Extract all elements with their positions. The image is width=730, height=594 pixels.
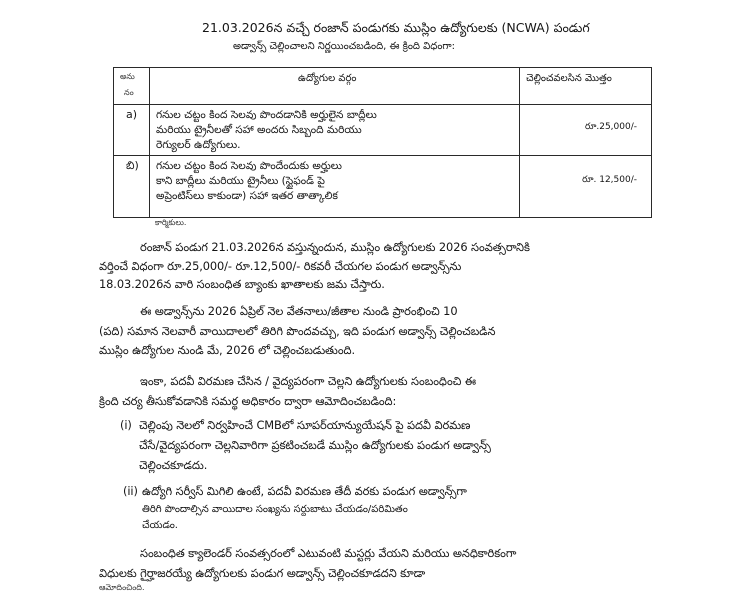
heading-line-2: అడ్వాన్స్ చెల్లించాలని నిర్ణయించబడింది, ఈ క్రింది విధంగా: bbox=[233, 41, 455, 52]
row-amount-cell bbox=[520, 105, 652, 156]
row-category-line: మరియు ట్రైనీలతో సహా అందరు సిబ్బంది మరియు bbox=[156, 124, 362, 136]
row-label-cell bbox=[114, 156, 150, 218]
row-amount: రూ.25,000/- bbox=[585, 122, 637, 132]
table-header-row bbox=[114, 68, 652, 105]
para3-line-1: ఇంకా, పదవీ విరమణ చేసిన / వైద్యపరంగా చెల్లని ఉద్యోగులకు సంబంధించి ఈ bbox=[140, 374, 476, 388]
item1-line-1: చెల్లింపు నెలలో నిర్వహించే CMBలో సూపర్‌యాన్యుయేషన్ పై పదవీ విరమణ bbox=[139, 418, 471, 432]
row-category-line: గనుల చట్టం కింద సెలవు పొందడానికి అర్హులైన బాద్లీలు bbox=[156, 109, 377, 121]
item1-marker: (i) bbox=[120, 418, 132, 432]
para1-line-3: 18.03.2026న వారి సంబంధిత బ్యాంకు ఖాతాలకు జమ చేస్తారు. bbox=[99, 277, 385, 291]
para3-line-2: క్రింది చర్య తీసుకోవడానికి సమర్థ అధికారం ద్వారా ఆమోదించబడింది: bbox=[99, 394, 397, 408]
para1-line-2: వర్తించే విధంగా రూ.25,000/- రూ.12,500/- రికవరీ చేయగల పండుగ అడ్వాన్స్‌ను bbox=[99, 259, 462, 273]
header-sno-line-1: అను bbox=[120, 72, 135, 81]
para4-line-3: ఆమోదించింది. bbox=[99, 583, 145, 592]
row-category-text bbox=[150, 105, 519, 153]
para2-line-3: ముస్లిం ఉద్యోగుల నుండి మే, 2026 లో చెల్లించబడుతుంది. bbox=[99, 343, 355, 357]
item2-line-1: ఉద్యోగి సర్వీస్ మిగిలి ఉంటే, పదవీ విరమణ తేదీ వరకు పండుగ అడ్వాన్స్‌గా bbox=[142, 484, 467, 498]
para2-line-2: (పది) సమాన నెలవారీ వాయిదాలలో తిరిగి పొందవచ్చు, ఇది పండుగ అడ్వాన్స్ చెల్లించబడిన bbox=[99, 324, 496, 338]
header-amount-cell bbox=[520, 68, 652, 105]
para2-line-1: ఈ అడ్వాన్స్‌ను 2026 ఏప్రిల్ నెల వేతనాలు/జీతాల నుండి ప్రారంభించి 10 bbox=[140, 304, 458, 318]
row-category-line: కాని బాద్లీలు మరియు ట్రైనీలు (స్టైఫండ్ పై bbox=[156, 175, 325, 187]
header-category-cell bbox=[150, 68, 520, 105]
advance-table bbox=[113, 67, 652, 218]
item1-line-2: చేసే/వైద్యపరంగా చెల్లనివారిగా ప్రకటించబడే ముస్లిం ఉద్యోగులకు పండుగ అడ్వాన్స్ bbox=[139, 438, 491, 452]
row-label: a) bbox=[126, 108, 138, 121]
heading-line-1: 21.03.2026న వచ్చే రంజాన్ పండుగకు ముస్లిం ఉద్యోగులకు (NCWA) పండుగ bbox=[202, 20, 590, 35]
para4-line-1: సంబంధిత క్యాలెండర్ సంవత్సరంలో ఎటువంటి మస్టర్లు వేయని మరియు అనధికారికంగా bbox=[140, 546, 517, 560]
header-sno-cell bbox=[114, 68, 150, 105]
header-amount: చెల్లించవలసిన మొత్తం bbox=[526, 73, 612, 84]
row-category-text bbox=[150, 156, 519, 204]
row-amount: రూ. 12,500/- bbox=[582, 175, 637, 185]
table-row bbox=[114, 105, 652, 156]
item1-line-3: చెల్లించకూడదు. bbox=[139, 458, 208, 472]
para4-line-2: విధులకు గైర్హాజరయ్యే ఉద్యోగులకు పండుగ అడ్వాన్స్ చెల్లించకూడదని కూడా bbox=[99, 566, 426, 580]
item2-line-3: చేయడం. bbox=[142, 520, 178, 531]
row-amount-cell bbox=[520, 156, 652, 218]
item2-marker: (ii) bbox=[123, 484, 138, 498]
item2-line-2: తిరిగి పొందాల్సిన వాయిదాల సంఖ్యను సర్దుబాటు చేయడం/పరిమితం bbox=[142, 504, 408, 515]
row-label: బి) bbox=[126, 159, 139, 172]
row-category-cell bbox=[150, 156, 520, 218]
para1-line-1: రంజాన్ పండుగ 21.03.2026న వస్తున్నందున, ముస్లిం ఉద్యోగులకు 2026 సంవత్సరానికి bbox=[140, 240, 530, 254]
header-category: ఉద్యోగుల వర్గం bbox=[298, 73, 357, 84]
row-category-line: రెగ్యులర్ ఉద్యోగులు. bbox=[156, 139, 241, 151]
row-category-line: అప్రెంటిస్‌లు కాకుండా) సహా ఇతర తాత్కాలిక bbox=[156, 190, 338, 202]
row-category-cell bbox=[150, 105, 520, 156]
table-row bbox=[114, 156, 652, 218]
row-label-cell bbox=[114, 105, 150, 156]
row-category-overflow: కార్మికులు. bbox=[155, 218, 187, 227]
header-sno-line-2: నం bbox=[124, 88, 134, 97]
row-category-line: గనుల చట్టం కింద సెలవు పొందేందుకు అర్హులు bbox=[156, 160, 342, 172]
